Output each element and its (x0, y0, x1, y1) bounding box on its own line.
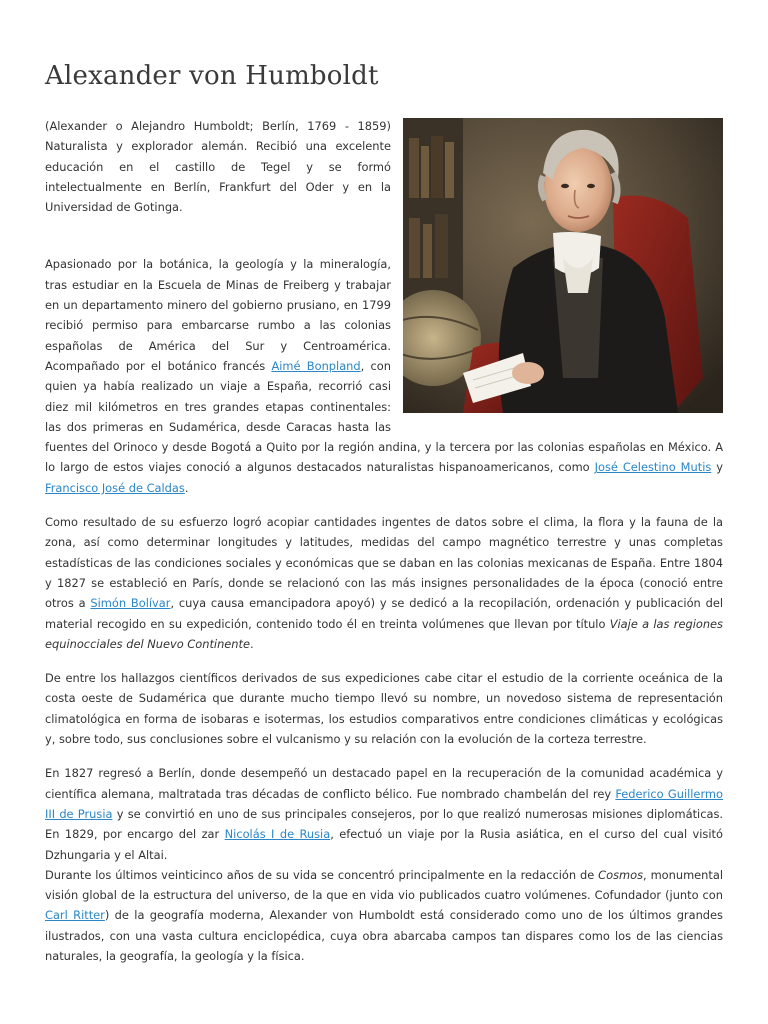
link-carl-ritter[interactable]: Carl Ritter (45, 908, 105, 923)
link-francisco-jose-de-caldas[interactable]: Francisco José de Caldas (45, 480, 185, 495)
paragraph-intro: (Alexander o Alejandro Humboldt; Berlín, 1769 - 1859) Naturalista y explorador alemán. Recibió una excelente educación en el castillo de Tegel y se formó intelectualmente en Berlín, Frankfurt del Oder y en la Universidad de Gotinga. (45, 119, 391, 215)
link-federico-guillermo-iii[interactable]: Federico Guillermo III de Prusia (45, 786, 723, 821)
paragraph-travels-text-d: . (184, 480, 189, 495)
paragraph-travels-text-a: Apasionado por la botánica, la geología y la mineralogía, tras estudiar en la Escuela de Minas de Freiberg y trabajar en un departamento minero del gobierno prusiano, en 1799 recibió permiso para embarcarse rumbo a las colonias españolas de América del Sur y Centroamérica. Acompañado por el botánico francés (45, 257, 391, 373)
paragraph-findings: De entre los hallazgos científicos derivados de sus expediciones cabe citar el estudio de la corriente oceánica de la costa oeste de Sudamérica que durante mucho tiempo llevó su nombre, un novedoso sistema de representación climatológica en forma de isobaras e isotermas, los estudios comparativos entre condiciones climáticas y ecológicas y, sobre todo, sus conclusiones sobre el vulcanismo y su relación con la evolución de la corteza terrestre. (45, 671, 723, 747)
portrait-icon (403, 118, 723, 413)
spacer (45, 498, 723, 512)
paragraph-cosmos (45, 865, 723, 966)
paragraph-travels-text-b: , con quien ya había realizado un viaje a España, recorrió casi diez mil kilómetros en tres grandes etapas continentales: las dos primeras en Sudamérica, desde Caracas hasta las fuentes del Orinoco y desde Bogotá a Quito por la región andina, y la tercera por las colonias españolas en México. A lo largo de estos viajes conoció a algunos destacados naturalistas hispanoamericanos, como (45, 358, 723, 475)
link-simon-bolivar[interactable]: Simón Bolívar (90, 596, 171, 611)
page-title: Alexander von Humboldt (45, 61, 379, 91)
link-jose-celestino-mutis[interactable]: José Celestino Mutis (594, 460, 712, 475)
article (45, 56, 723, 966)
spacer (45, 749, 723, 763)
paragraph-results-text-c: . (250, 636, 254, 651)
portrait-image (403, 118, 723, 413)
paragraph-travels-text-c: y (711, 460, 723, 475)
link-aime-bonpland[interactable]: Aimé Bonpland (271, 358, 361, 373)
paragraph-berlin-text-a: En 1827 regresó a Berlín, donde desempeñó un destacado papel en la recuperación de la comunidad académica y científica alemana, maltratada tras décadas de conflicto bélico. Fue nombrado chambelán del rey (45, 766, 723, 801)
paragraph-results-text-b: , cuya causa emancipadora apoyó) y se dedicó a la recopilación, ordenación y publicación del material recogido en su expedición, contenido todo él en treinta volúmenes que llevan por título (45, 596, 723, 631)
spacer (45, 654, 723, 668)
paragraph-cosmos-text-b: , monumental visión global de la estructura del universo, de la que en vida vio publicados cuatro volúmenes. Cofundador (junto con (45, 867, 724, 903)
cosmos-title: Cosmos (598, 867, 644, 882)
paragraph-berlin-text-c: , efectuó un viaje por la Rusia asiática, en el curso del cual visitó Dzhungaria y el Altai. (45, 827, 723, 862)
paragraph-berlin (45, 763, 723, 864)
paragraph-results-text-a: Como resultado de su esfuerzo logró acopiar cantidades ingentes de datos sobre el clima, la flora y la fauna de la zona, así como determinar longitudes y latitudes, medidas del campo magnético terrestre y unas completas estadísticas de las condiciones sociales y económicas que se daban en las colonias mexicanas de España. Entre 1804 y 1827 se estableció en París, donde se relacionó con las más insignes personalidades de la época (conoció entre otros a (45, 515, 723, 611)
link-nicolas-i-de-rusia[interactable]: Nicolás I de Rusia (224, 827, 331, 842)
paragraph-cosmos-text-a: Durante los últimos veinticinco años de su vida se concentró principalmente en la redacción de (45, 867, 599, 882)
paragraph-results (45, 512, 723, 654)
paragraph-cosmos-text-c: ) de la geografía moderna, Alexander von Humboldt está considerado como uno de los últimos grandes ilustrados, con una vasta cultura enciclopédica, cuya obra abarcaba campos tan dispares como los de las ciencias naturales, la geografía, la geología y la física. (45, 908, 723, 963)
paragraph-berlin-text-b: y se convirtió en uno de sus principales consejeros, por lo que realizó numerosas misiones diplomáticas. En 1829, por encargo del zar (45, 806, 723, 842)
book-title: Viaje a las regiones equinocciales del Nuevo Continente (45, 616, 723, 651)
